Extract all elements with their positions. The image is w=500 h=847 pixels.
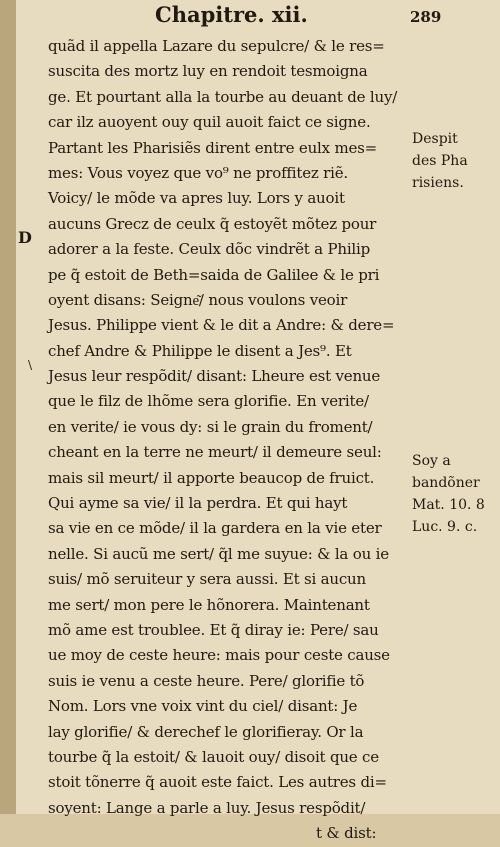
- running-header: [0, 2, 500, 28]
- text-line: Jesus leur respõdit/ disant: Lheure est venue: [48, 367, 381, 386]
- text-line: Partant les Pharisiẽs dirent entre eulx mes=: [48, 138, 378, 157]
- gloss-line: Luc. 9. c.: [412, 519, 478, 535]
- catchword-line: t & dist:: [316, 824, 377, 843]
- text-line: mõ ame est troublee. Et q̃ diray ie: Pere/ sau: [48, 620, 379, 639]
- text-line: Jesus. Philippe vient & le dit a Andre: & dere=: [48, 316, 395, 335]
- text-line: Nom. Lors vne voix vint du ciel/ disant: Je: [48, 697, 358, 716]
- folio-number: 289: [410, 8, 442, 26]
- text-line: pe q̃ estoit de Beth=saida de Galilee & le pri: [48, 265, 380, 284]
- text-line: en verite/ ie vous dy: si le grain du froment/: [48, 417, 373, 436]
- text-line: sa vie en ce mõde/ il la gardera en la vie eter: [48, 519, 382, 538]
- text-line: suscita des mortz luy en rendoit tesmoigna: [48, 62, 368, 81]
- gloss-line: risiens.: [412, 175, 464, 191]
- gloss-line: Mat. 10. 8: [412, 497, 485, 513]
- margin-initial: D: [18, 228, 32, 247]
- text-line: nelle. Si aucũ me sert/ q̃l me suyue: & la ou ie: [48, 544, 389, 563]
- page-gutter: [0, 0, 16, 814]
- text-line: ge. Et pourtant alla la tourbe au deuant de luy/: [48, 87, 398, 106]
- text-line: oyent disans: Seigne͂/ nous voulons veoir: [48, 290, 348, 309]
- text-line: lay glorifie/ & derechef le glorifieray. Or la: [48, 722, 364, 741]
- text-line: Qui ayme sa vie/ il la perdra. Et qui hayt: [48, 494, 348, 513]
- marginal-gloss-despit: [412, 128, 500, 194]
- text-line: soyent: Lange a parle a luy. Jesus respõdit/: [48, 798, 366, 817]
- text-line: chef Andre & Philippe le disent a Jes⁹. Et: [48, 341, 352, 360]
- text-line: ue moy de ceste heure: mais pour ceste cause: [48, 646, 390, 665]
- text-line: car ilz auoyent ouy quil auoit faict ce signe.: [48, 113, 371, 132]
- text-line: quãd il appella Lazare du sepulcre/ & le res=: [48, 37, 385, 55]
- text-line: Voicy/ le mõde va apres luy. Lors y auoit: [48, 189, 345, 208]
- text-line: tourbe q̃ la estoit/ & lauoit ouy/ disoit que ce: [48, 747, 379, 766]
- text-line: stoit tõnerre q̃ auoit este faict. Les autres di=: [48, 773, 387, 792]
- text-line: cheant en la terre ne meurt/ il demeure seul:: [48, 443, 382, 462]
- text-line: mes: Vous voyez que vo⁹ ne proffitez riẽ.: [48, 163, 348, 182]
- gloss-line: des Pha: [412, 153, 468, 169]
- marginal-gloss-references: [412, 450, 500, 538]
- text-block: [48, 34, 410, 847]
- text-line: aucuns Grecz de ceulx q̃ estoyẽt mõtez pour: [48, 214, 377, 233]
- text-line: suis/ mõ seruiteur y sera aussi. Et si aucun: [48, 570, 366, 589]
- text-line: suis ie venu a ceste heure. Pere/ glorifie tõ: [48, 671, 365, 690]
- margin-mark: \: [28, 358, 33, 372]
- text-line: adorer a la feste. Ceulx dõc vindrẽt a Philip: [48, 240, 371, 259]
- text-line: que le filz de lhõme sera glorifie. En verite/: [48, 392, 369, 411]
- text-line: mais sil meurt/ il apporte beaucop de fruict.: [48, 468, 375, 487]
- chapter-heading: Chapitre. xii.: [155, 2, 308, 27]
- gloss-line: Despit: [412, 131, 458, 147]
- gloss-line: bandõner: [412, 475, 480, 491]
- text-line: me sert/ mon pere le hõnorera. Maintenant: [48, 595, 370, 614]
- gloss-line: Soy a: [412, 453, 451, 469]
